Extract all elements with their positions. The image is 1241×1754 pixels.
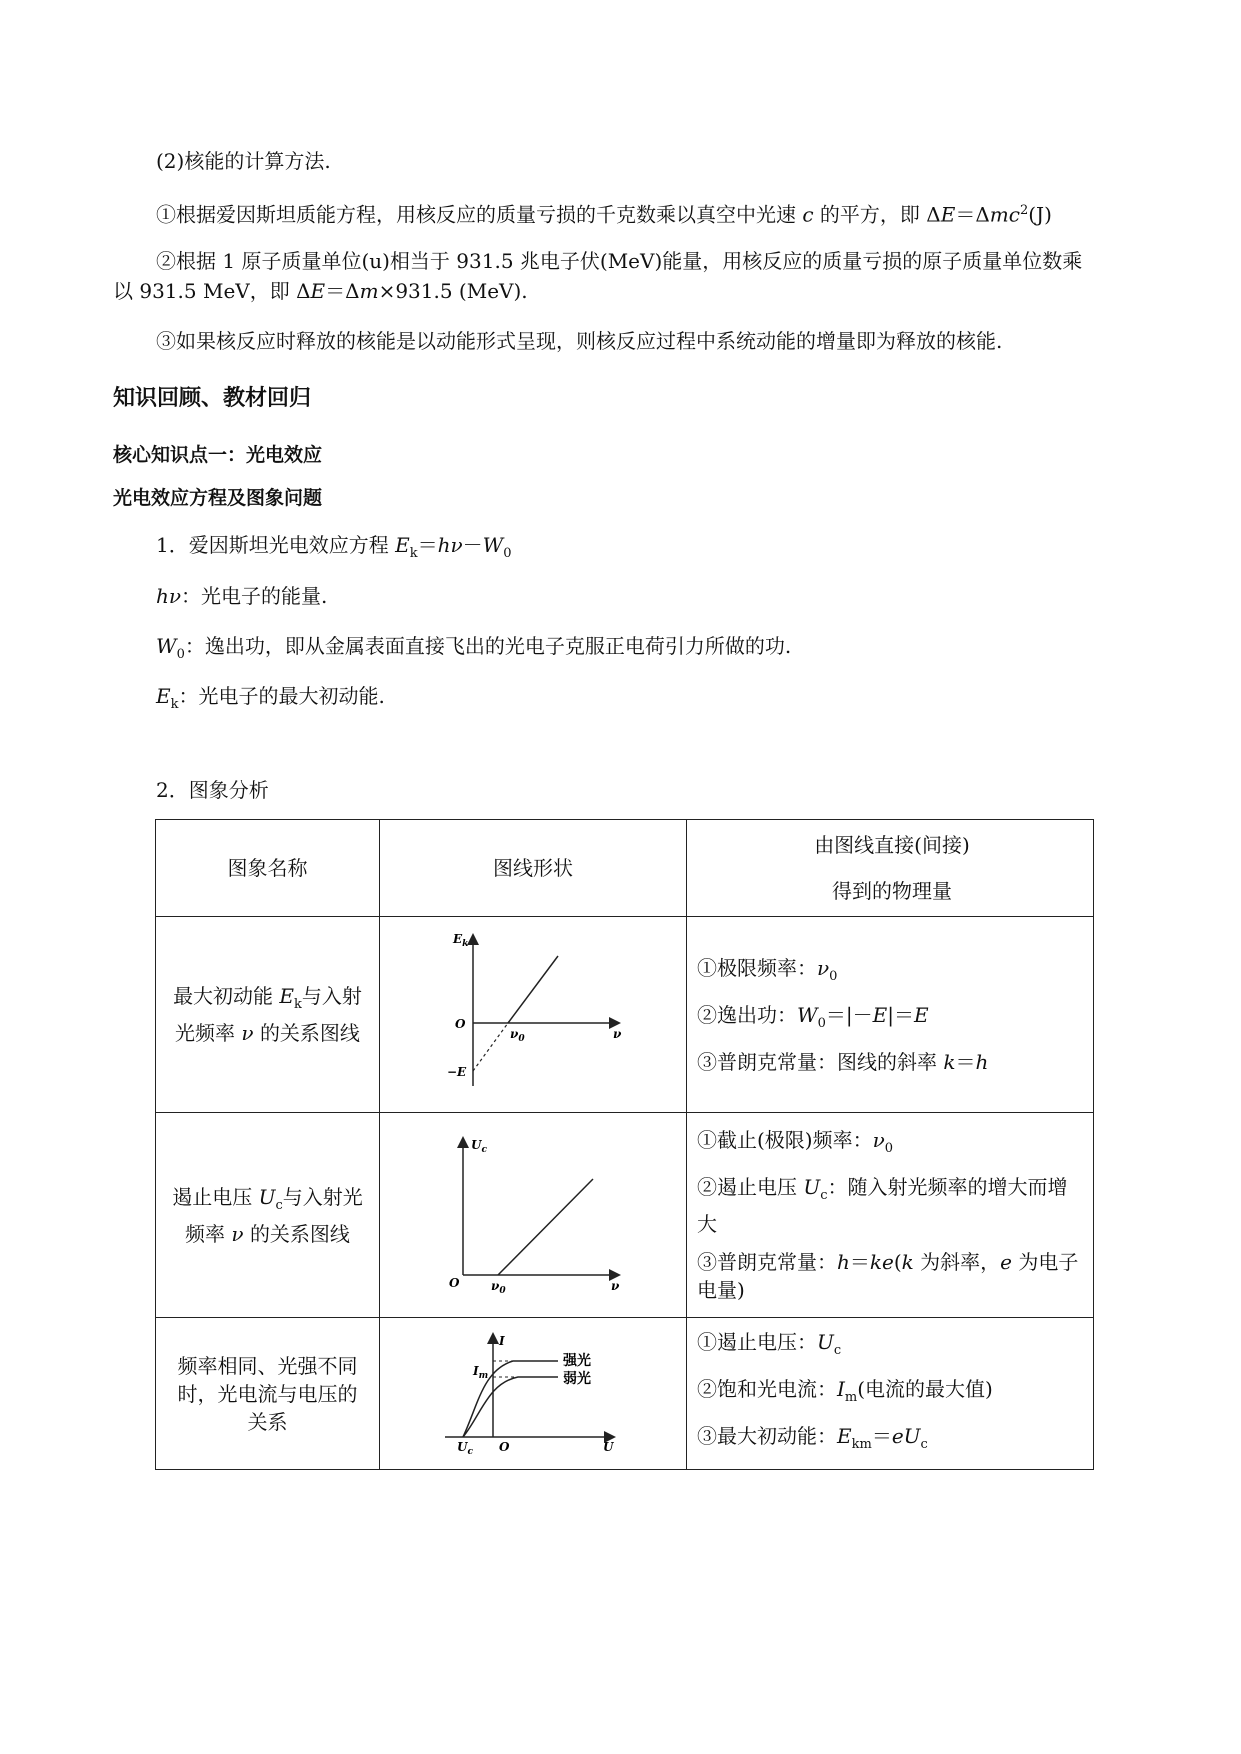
ek-line <box>508 956 558 1023</box>
x-axis-label: U <box>603 1440 614 1454</box>
header-physical-quantity: 由图线直接(间接) 得到的物理量 <box>687 820 1094 917</box>
neg-e-label: −E <box>447 1065 467 1079</box>
x-axis-label: ν <box>611 1278 620 1293</box>
row2-graph-cell <box>380 1113 687 1318</box>
current-voltage-graph <box>433 1325 633 1455</box>
strong-light-label: 强光 <box>563 1353 591 1369</box>
origin-label: O <box>455 1017 466 1031</box>
ek-frequency-graph <box>433 926 633 1096</box>
origin-label: O <box>449 1275 460 1290</box>
analysis-title: 2．图象分析 <box>156 778 269 802</box>
y-axis-label: I <box>499 1334 505 1348</box>
row1-graph-cell <box>380 917 687 1113</box>
uc-frequency-graph <box>433 1127 633 1297</box>
x-axis-label: ν <box>613 1027 622 1041</box>
header-graph-name: 图象名称 <box>156 820 380 917</box>
table-row <box>156 917 1094 1113</box>
einstein-equation: 1．爱因斯坦光电效应方程 $E_k=h\nu-W_0$ <box>156 533 512 561</box>
row3-graph-cell <box>380 1318 687 1470</box>
method-three: ③如果核反应时释放的核能是以动能形式呈现，则核反应过程中系统动能的增量即为释放的核能. <box>156 329 1003 353</box>
uc-label: $U_c$ <box>457 1440 473 1455</box>
core-point-heading: 核心知识点一：光电效应 <box>113 444 323 466</box>
row1-quantities: ①极限频率：$\nu_0$ ②逸出功：$W_0=|-E|=E$ ③普朗克常量：图线的斜率 k＝h <box>687 917 1094 1113</box>
table-row <box>156 1318 1094 1470</box>
weak-light-label: 弱光 <box>563 1371 591 1387</box>
equation-heading: 光电效应方程及图象问题 <box>113 487 323 509</box>
table-header-row <box>156 820 1094 917</box>
method-one: ①根据爱因斯坦质能方程，用核反应的质量亏损的千克数乘以真空中光速 c 的平方，即 ΔE＝Δmc$^2$(J) <box>156 202 1052 227</box>
origin-label: O <box>499 1440 510 1454</box>
section-title: 知识回顾、教材回归 <box>113 386 312 411</box>
row2-quantities: ①截止(极限)频率：$\nu_0$ ②遏止电压 $U_c$：随入射光频率的增大而增大 ③普朗克常量：h＝ke(k 为斜率，e 为电子电量) <box>687 1113 1094 1318</box>
ek-dashed-extension <box>473 1023 508 1071</box>
header-graph-shape: 图线形状 <box>380 820 687 917</box>
table-row <box>156 1113 1094 1318</box>
row3-name: 频率相同、光强不同时，光电流与电压的关系 <box>156 1318 380 1470</box>
threshold-label: $\nu_0$ <box>491 1278 506 1296</box>
def-work-function: $W_0$：逸出功，即从金属表面直接飞出的光电子克服正电荷引力所做的功. <box>156 634 792 662</box>
row3-quantities: ①遏止电压：$U_c$ ②饱和光电流：$I_m$(电流的最大值) ③最大初动能：$E_{km}=eU_c$ <box>687 1318 1094 1470</box>
graph-analysis-table <box>155 819 1094 1470</box>
def-max-kinetic: $E_k$：光电子的最大初动能. <box>156 684 385 712</box>
method-two-line1: ②根据 1 原子质量单位(u)相当于 931.5 兆电子伏(MeV)能量，用核反应的质量亏损的原子质量单位数乘 <box>156 249 1083 273</box>
im-label: $I_m$ <box>473 1364 489 1381</box>
row1-name: 最大初动能 $E_k$与入射光频率 ν 的关系图线 <box>156 917 380 1113</box>
uc-line <box>498 1179 593 1275</box>
row2-name: 遏止电压 $U_c$与入射光频率 ν 的关系图线 <box>156 1113 380 1318</box>
def-photon-energy: hν：光电子的能量. <box>156 584 328 608</box>
nuclear-energy-heading: (2)核能的计算方法. <box>156 149 331 173</box>
y-axis-label: $U_c$ <box>471 1137 487 1155</box>
weak-light-curve <box>463 1377 558 1437</box>
threshold-label: $\nu_0$ <box>510 1027 525 1044</box>
method-two-line2: 以 931.5 MeV，即 ΔE＝Δm×931.5 (MeV). <box>113 279 528 303</box>
y-axis-label: $E_k$ <box>453 932 469 949</box>
